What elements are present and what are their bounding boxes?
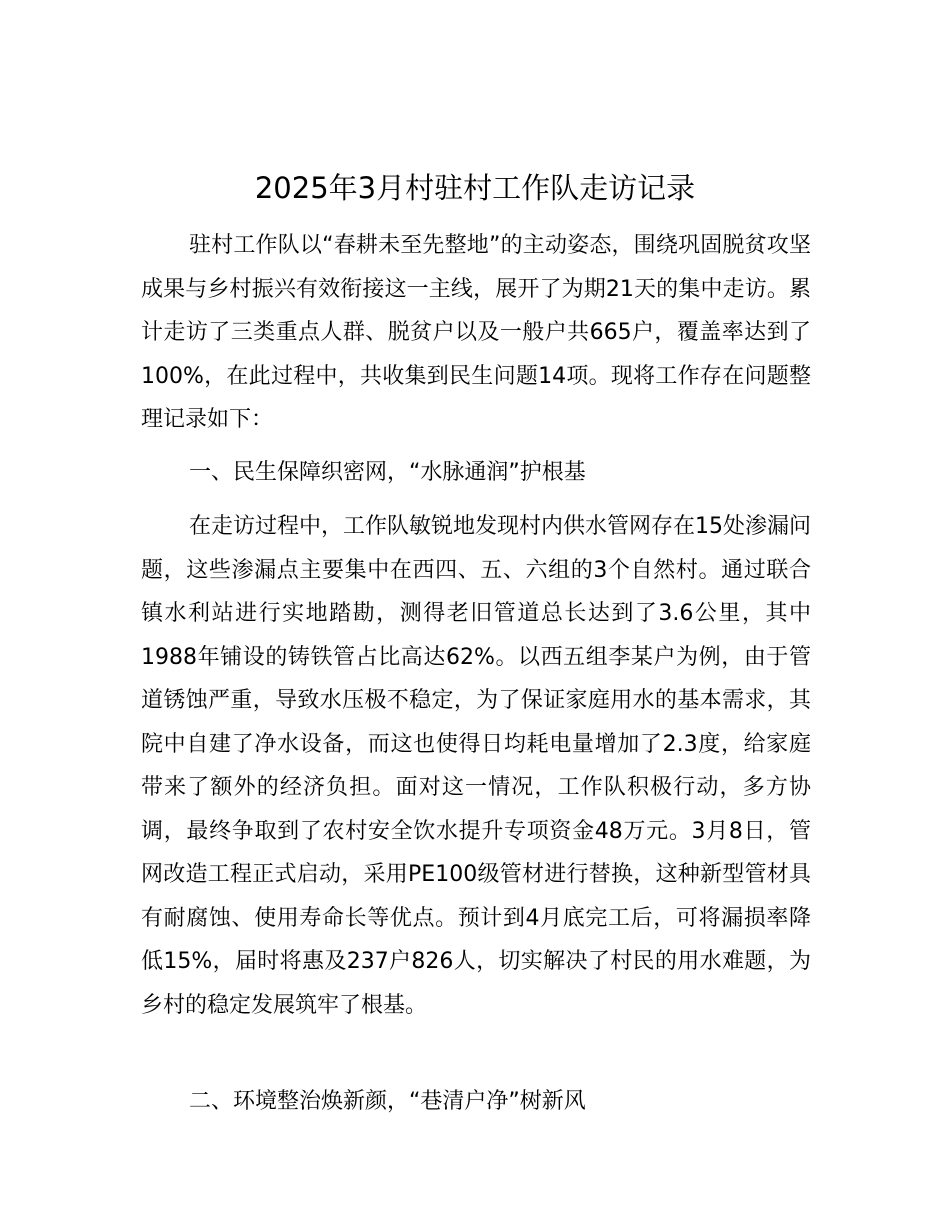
section-1-heading: 一、民生保障织密网，“水脉通润”护根基	[189, 460, 586, 485]
section-1-paragraph: 在走访过程中，工作队敏锐地发现村内供水管网存在15处渗漏问题，这些渗漏点主要集中在西四、五、六组的3个自然村。通过联合镇水利站进行实地踏勘，测得老旧管道总长达到了3.6公里，其中1988年铺设的铸铁管占比高达62%。以西五组李某户为例，由于管道锈蚀严重，导致水压极不稳定，为了保证家庭用水的基本需求，其院中自建了净水设备，而这也使得日均耗电量增加了2.3度，给家庭带来了额外的经济负担。面对这一情况，工作队积极行动，多方协调，最终争取到了农村安全饮水提升专项资金48万元。3月8日，管网改造工程正式启动，采用PE100级管材进行替换，这种新型管材具有耐腐蚀、使用寿命长等优点。预计到4月底完工后，可将漏损率降低15%，届时将惠及237户826人，切实解决了村民的用水难题，为乡村的稳定发展筑牢了根基。	[141, 514, 811, 1018]
document-title: 2025年3月村驻村工作队走访记录	[254, 171, 696, 205]
section-2-heading: 二、环境整治焕新颜，“巷清户净”树新风	[189, 1089, 586, 1114]
intro-paragraph: 驻村工作队以“春耕未至先整地”的主动姿态，围绕巩固脱贫攻坚成果与乡村振兴有效衔接这一主线，展开了为期21天的集中走访。累计走访了三类重点人群、脱贫户以及一般户共665户，覆盖率达到了100%，在此过程中，共收集到民生问题14项。现将工作存在问题整理记录如下：	[141, 233, 811, 432]
